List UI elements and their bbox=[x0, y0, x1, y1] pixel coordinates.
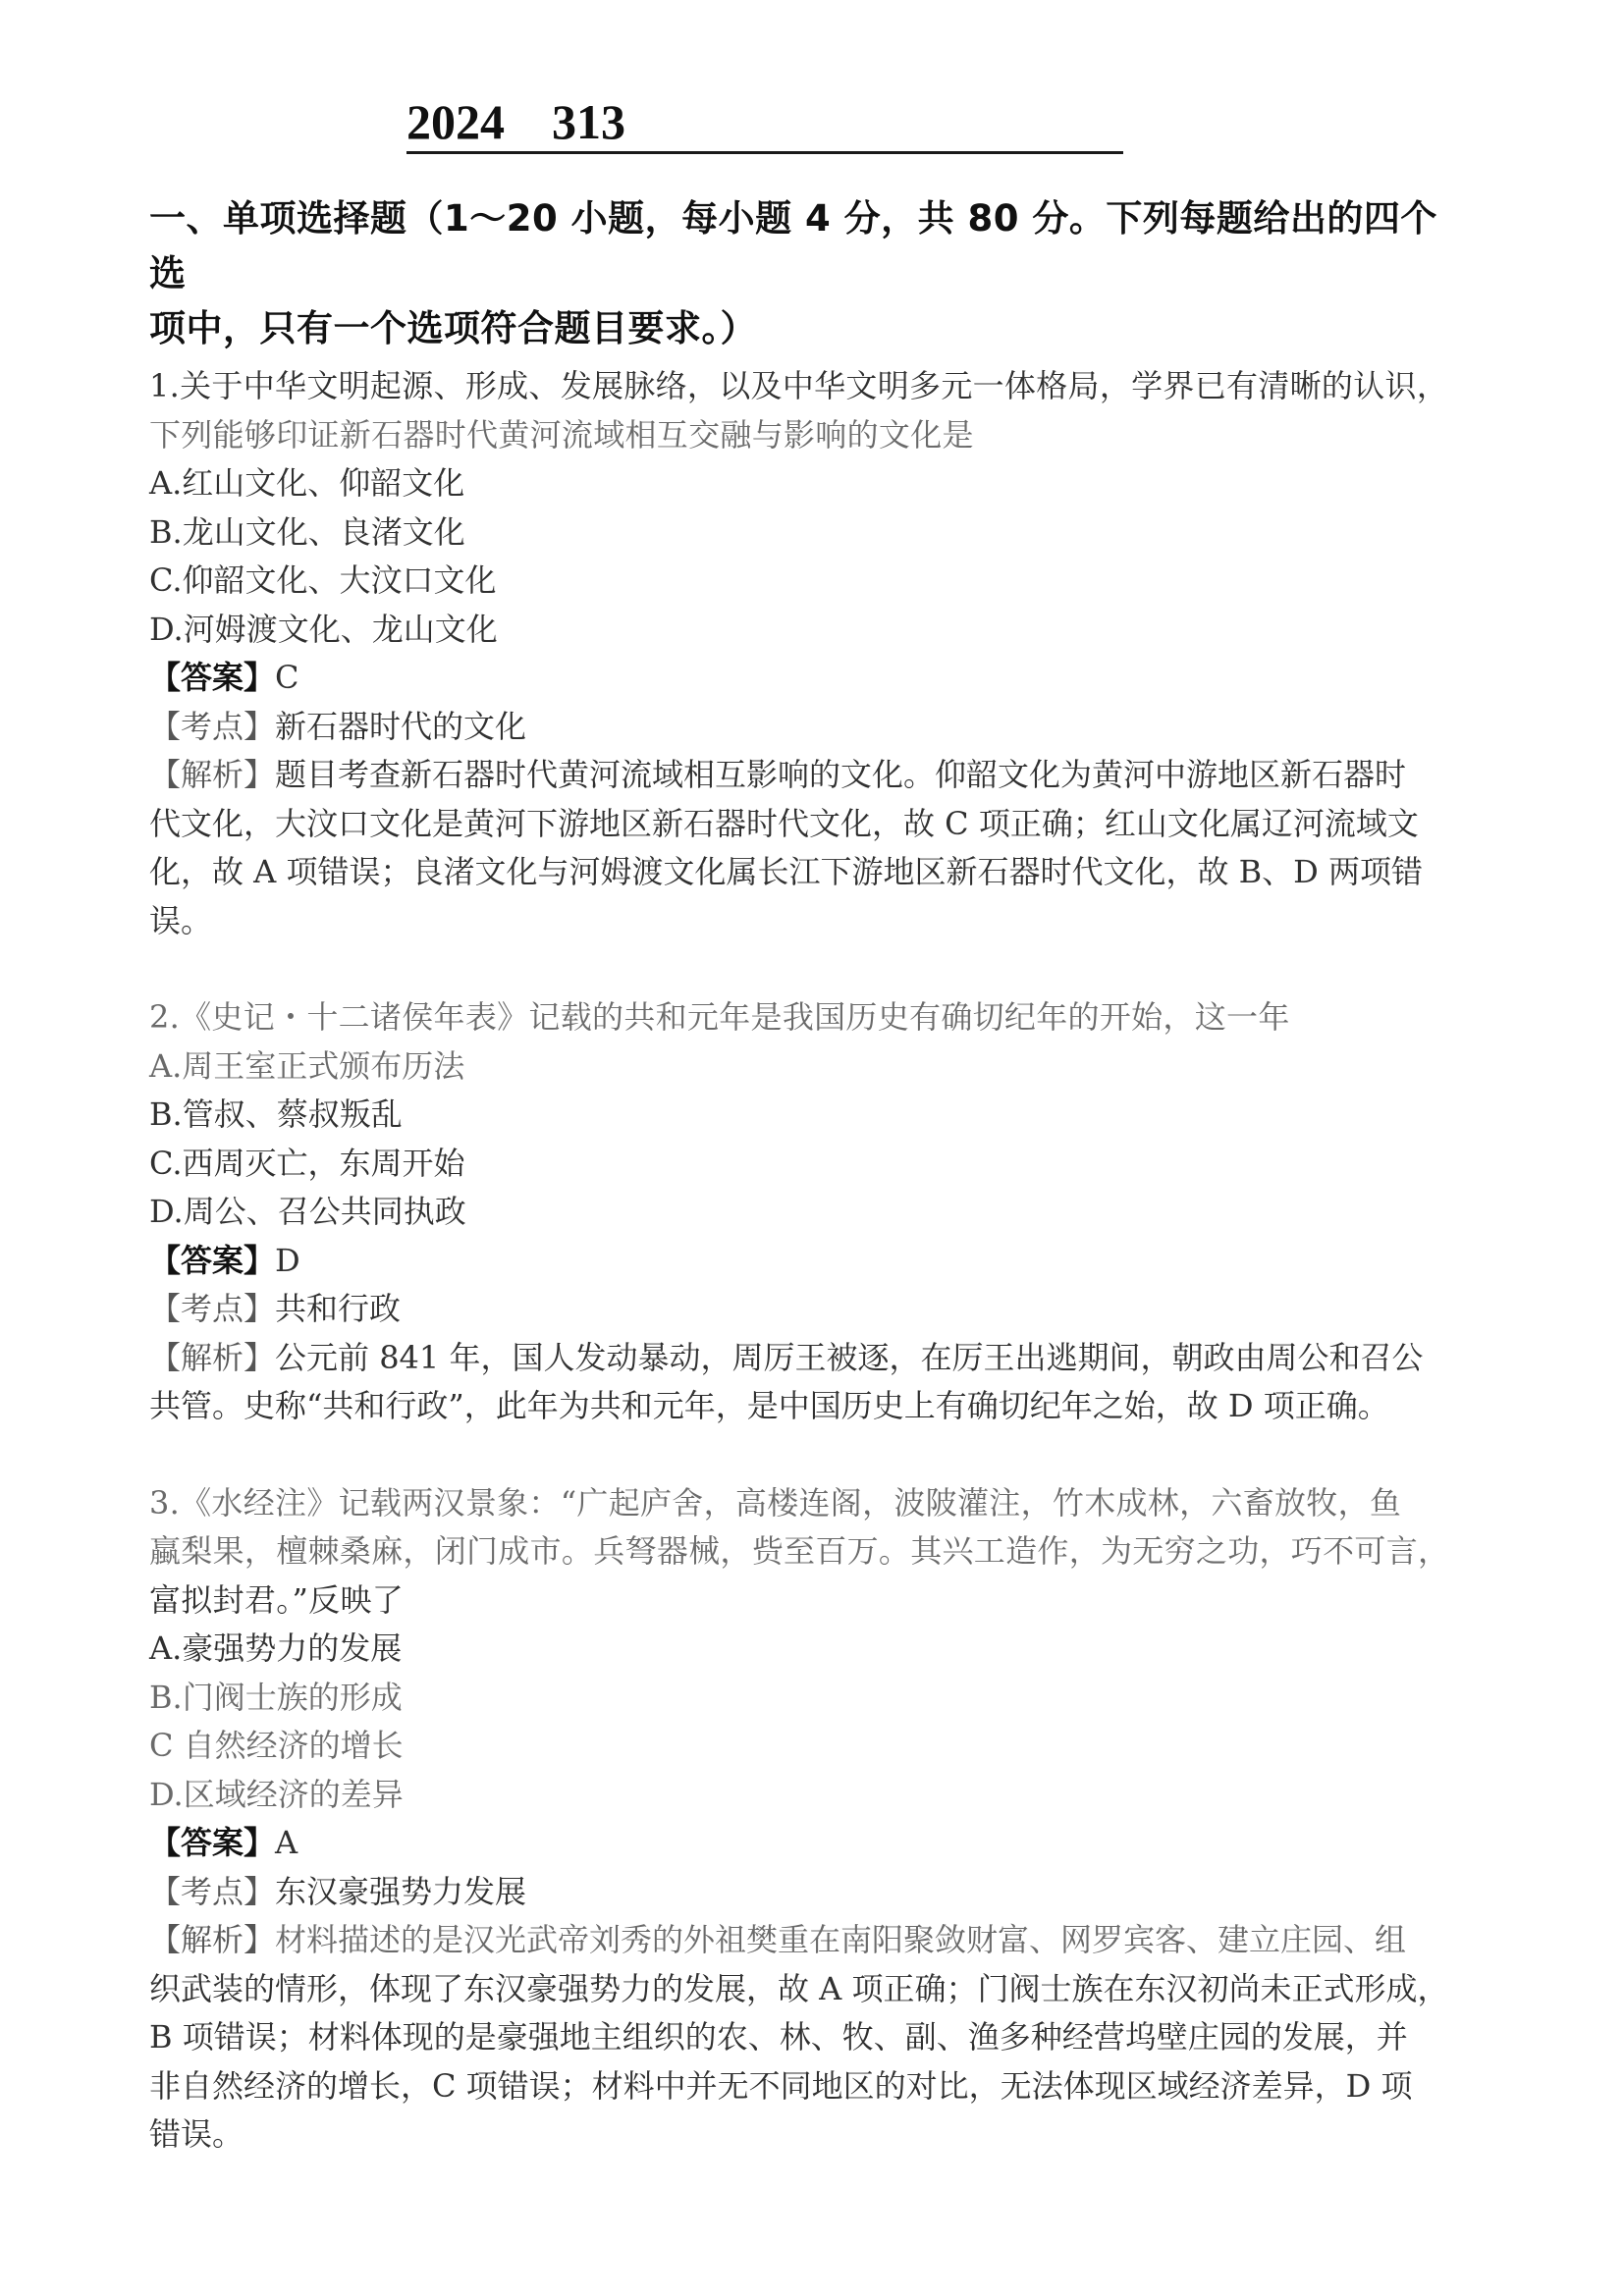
analysis-label: 【解析】 bbox=[149, 1921, 276, 1958]
analysis-label: 【解析】 bbox=[149, 756, 276, 793]
question-stem-line: 下列能够印证新石器时代黄河流域相互交融与影响的文化是 bbox=[149, 415, 974, 454]
topic-value: 共和行政 bbox=[275, 1290, 402, 1327]
topic-label: 【考点】 bbox=[149, 707, 276, 745]
analysis-line: 误。 bbox=[149, 901, 213, 939]
analysis-line: 织武装的情形，体现了东汉豪强势力的发展，故 A 项正确；门阀士族在东汉初尚未正式形成， bbox=[149, 1969, 1449, 2007]
answer-value: A bbox=[275, 1824, 298, 1861]
question-stem-line: 2.《史记・十二诸侯年表》记载的共和元年是我国历史有确切纪年的开始，这一年 bbox=[149, 998, 1290, 1036]
analysis-label: 【解析】 bbox=[149, 1338, 276, 1376]
option-d: D.区域经济的差异 bbox=[149, 1775, 404, 1813]
question-1 bbox=[149, 362, 1449, 945]
exam-code: 313 bbox=[552, 94, 625, 149]
answer-value: D bbox=[275, 1241, 300, 1279]
topic-line bbox=[149, 703, 1445, 752]
option-c: C.仰韶文化、大汶口文化 bbox=[149, 561, 497, 599]
answer-label: 【答案】 bbox=[149, 1824, 276, 1861]
topic-value: 东汉豪强势力发展 bbox=[275, 1872, 527, 1910]
option-c: C.西周灭亡，东周开始 bbox=[149, 1144, 465, 1182]
answer-label: 【答案】 bbox=[149, 659, 276, 696]
analysis-line: 错误。 bbox=[149, 2115, 244, 2153]
answer-line bbox=[149, 654, 1445, 703]
topic-label: 【考点】 bbox=[149, 1872, 276, 1910]
option-c: C 自然经济的增长 bbox=[149, 1727, 404, 1764]
section-title-line: 一、单项选择题（1～20 小题，每小题 4 分，共 80 分。下列每题给出的四个选 bbox=[149, 197, 1437, 294]
question-stem-line: 3.《水经注》记载两汉景象：“广起庐舍，高楼连阁，波陂灌注，竹木成林，六畜放牧，鱼 bbox=[149, 1483, 1402, 1522]
option-b: B.管叔、蔡叔叛乱 bbox=[149, 1095, 403, 1133]
question-stem-line: 1.关于中华文明起源、形成、发展脉络，以及中华文明多元一体格局，学界已有清晰的认识， bbox=[149, 367, 1449, 404]
section-header bbox=[149, 191, 1445, 356]
analysis-line bbox=[149, 751, 1445, 800]
answer-line bbox=[149, 1237, 1445, 1286]
analysis-line: 代文化，大汶口文化是黄河下游地区新石器时代文化，故 C 项正确；红山文化属辽河流域文 bbox=[149, 804, 1419, 842]
analysis-line bbox=[149, 1916, 1445, 1965]
option-a: A.红山文化、仰韶文化 bbox=[149, 464, 465, 502]
page-title bbox=[406, 96, 1123, 154]
question-stem-line: 富拟封君。”反映了 bbox=[149, 1580, 405, 1619]
analysis-line: 共管。史称“共和行政”，此年为共和元年，是中国历史上有确切纪年之始，故 D 项正确。 bbox=[149, 1387, 1389, 1424]
answer-label: 【答案】 bbox=[149, 1241, 276, 1279]
exam-content bbox=[149, 191, 1450, 2160]
answer-line bbox=[149, 1819, 1445, 1868]
analysis-line: B 项错误；材料体现的是豪强地主组织的农、林、牧、副、渔多种经营坞壁庄园的发展，并 bbox=[149, 2018, 1408, 2056]
exam-year: 2024 bbox=[406, 94, 505, 149]
option-b: B.门阀士族的形成 bbox=[149, 1678, 403, 1716]
topic-label: 【考点】 bbox=[149, 1290, 276, 1327]
analysis-line: 非自然经济的增长，C 项错误；材料中并无不同地区的对比，无法体现区域经济差异，D 项 bbox=[149, 2066, 1413, 2105]
analysis-text: 材料描述的是汉光武帝刘秀的外祖樊重在南阳聚敛财富、网罗宾客、建立庄园、组 bbox=[275, 1921, 1407, 1958]
topic-line bbox=[149, 1868, 1445, 1917]
analysis-text: 题目考查新石器时代黄河流域相互影响的文化。仰韶文化为黄河中游地区新石器时 bbox=[275, 756, 1407, 793]
question-3 bbox=[149, 1479, 1450, 2160]
topic-value: 新石器时代的文化 bbox=[275, 707, 527, 745]
question-stem-line: 蠃梨果，檀棘桑麻，闭门成市。兵弩器械，赀至百万。其兴工造作，为无穷之功，巧不可言， bbox=[149, 1532, 1450, 1570]
analysis-line bbox=[149, 1334, 1445, 1383]
option-d: D.河姆渡文化、龙山文化 bbox=[149, 610, 498, 648]
option-a: A.周王室正式颁布历法 bbox=[149, 1046, 465, 1085]
analysis-line: 化，故 A 项错误；良渚文化与河姆渡文化属长江下游地区新石器时代文化，故 B、D 两项错 bbox=[149, 853, 1423, 890]
section-title-line: 项中，只有一个选项符合题目要求。） bbox=[149, 307, 757, 349]
analysis-text: 公元前 841 年，国人发动暴动，周厉王被逐，在厉王出逃期间，朝政由周公和召公 bbox=[275, 1338, 1424, 1376]
spacer bbox=[149, 1431, 1445, 1479]
topic-line bbox=[149, 1285, 1445, 1334]
answer-value: C bbox=[275, 659, 299, 696]
spacer bbox=[149, 945, 1445, 993]
option-b: B.龙山文化、良渚文化 bbox=[149, 512, 465, 551]
option-d: D.周公、召公共同执政 bbox=[149, 1193, 466, 1230]
option-a: A.豪强势力的发展 bbox=[149, 1629, 403, 1667]
question-2 bbox=[149, 993, 1445, 1431]
